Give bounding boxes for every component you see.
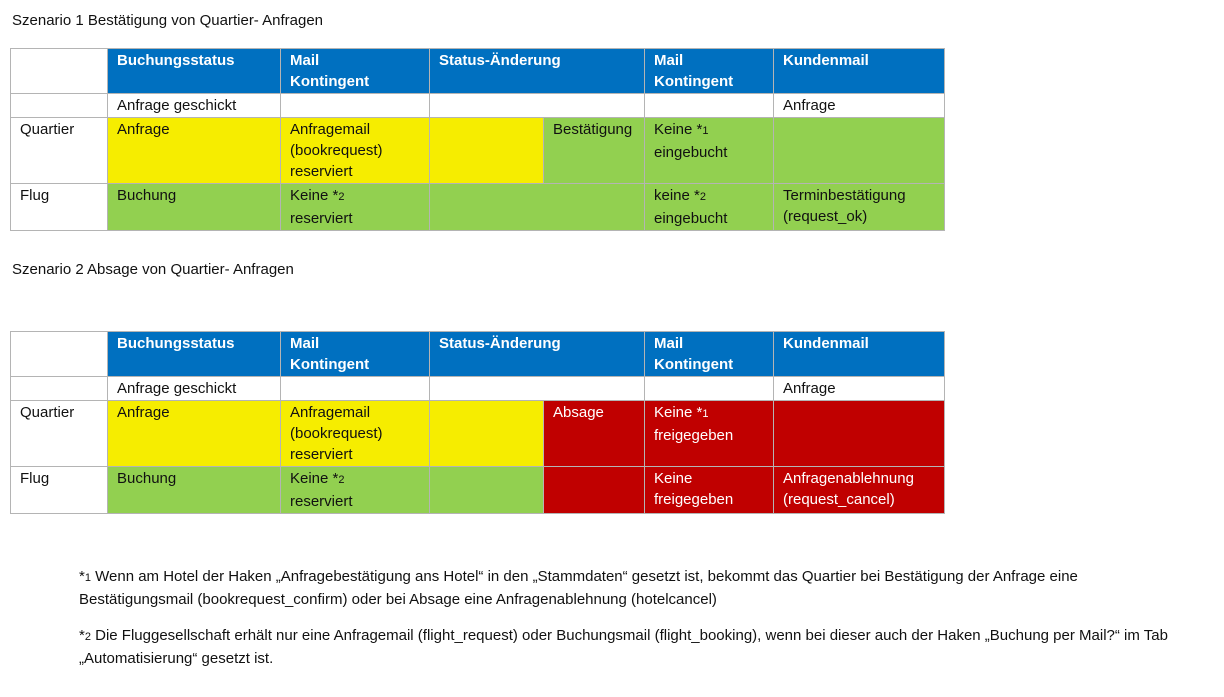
cell-buchungsstatus: Buchung [108, 467, 281, 514]
row-label-empty [11, 94, 108, 118]
table-row-quartier [11, 401, 945, 467]
cell-buchungsstatus: Anfrage [108, 401, 281, 467]
cell-buchungsstatus: Buchung [108, 184, 281, 231]
header-kundenmail: Kundenmail [774, 49, 945, 94]
table-row-flug [11, 467, 945, 514]
cell-mail-kontingent-2: Keine *1 eingebucht [645, 118, 774, 184]
header-mail-kontingent-2: Mail Kontingent [645, 49, 774, 94]
header-mail-kontingent: Mail Kontingent [281, 332, 430, 377]
table-row [11, 377, 945, 401]
cell-mail-kontingent-2: keine *2 eingebucht [645, 184, 774, 231]
scenario2-table [10, 331, 945, 514]
cell-kundenmail: Terminbestätigung (request_ok) [774, 184, 945, 231]
cell-kundenmail: Anfrage [774, 377, 945, 401]
cell-status-empty [430, 118, 544, 184]
header-status-aenderung: Status-Änderung [430, 49, 645, 94]
scenario1-table [10, 48, 945, 231]
cell-mail-kontingent: Keine *2 reserviert [281, 467, 430, 514]
row-label-quartier: Quartier [11, 401, 108, 467]
row-label-flug: Flug [11, 184, 108, 231]
footnote-1: *1 Wenn am Hotel der Haken „Anfragebestätigung ans Hotel“ in den „Stammdaten“ gesetzt ist, bekommt das Quartier bei Bestätigung der Anfrage eine Bestätigungsmail (bookrequest_confirm) oder bei Absage eine Anfragenablehnung (hotelcancel) [79, 568, 1078, 608]
footnote-2: *2 Die Fluggesellschaft erhält nur eine Anfragemail (flight_request) oder Buchungsmail (flight_booking), wenn bei dieser auch der Haken „Buchung per Mail?“ im Tab „Automatisierung“ gesetzt ist. [79, 627, 1168, 667]
header-mail-kontingent: Mail Kontingent [281, 49, 430, 94]
cell-mail-kontingent: Keine *2 reserviert [281, 184, 430, 231]
header-row [11, 49, 945, 94]
cell-buchungsstatus: Anfrage geschickt [108, 94, 281, 118]
cell-empty [281, 94, 430, 118]
cell-status-aenderung: Absage [544, 401, 645, 467]
corner-cell [11, 332, 108, 377]
cell-buchungsstatus: Anfrage [108, 118, 281, 184]
row-label-flug: Flug [11, 467, 108, 514]
cell-kundenmail [774, 118, 945, 184]
scenario1-title: Szenario 1 Bestätigung von Quartier- Anfragen [12, 12, 324, 29]
corner-cell [11, 49, 108, 94]
cell-status-empty [430, 184, 645, 231]
cell-mail-kontingent: Anfragemail (bookrequest) reserviert [281, 401, 430, 467]
cell-status-empty [430, 401, 544, 467]
cell-empty [645, 377, 774, 401]
cell-empty [645, 94, 774, 118]
row-label-quartier: Quartier [11, 118, 108, 184]
cell-kundenmail: Anfragenablehnung (request_cancel) [774, 467, 945, 514]
table-row-flug [11, 184, 945, 231]
cell-kundenmail: Anfrage [774, 94, 945, 118]
header-row [11, 332, 945, 377]
table-row-quartier [11, 118, 945, 184]
cell-empty [281, 377, 430, 401]
header-status-aenderung: Status-Änderung [430, 332, 645, 377]
cell-mail-kontingent-2: Keine *1 freigegeben [645, 401, 774, 467]
cell-kundenmail [774, 401, 945, 467]
cell-mail-kontingent-2: Keine freigegeben [645, 467, 774, 514]
scenario2-title: Szenario 2 Absage von Quartier- Anfragen [12, 261, 294, 278]
header-mail-kontingent-2: Mail Kontingent [645, 332, 774, 377]
header-buchungsstatus: Buchungsstatus [108, 49, 281, 94]
header-buchungsstatus: Buchungsstatus [108, 332, 281, 377]
cell-mail-kontingent: Anfragemail (bookrequest) reserviert [281, 118, 430, 184]
header-kundenmail: Kundenmail [774, 332, 945, 377]
cell-status-aenderung: Bestätigung [544, 118, 645, 184]
table-row [11, 94, 945, 118]
cell-status-empty [544, 467, 645, 514]
cell-empty [430, 377, 645, 401]
cell-buchungsstatus: Anfrage geschickt [108, 377, 281, 401]
row-label-empty [11, 377, 108, 401]
cell-empty [430, 94, 645, 118]
cell-status-empty [430, 467, 544, 514]
